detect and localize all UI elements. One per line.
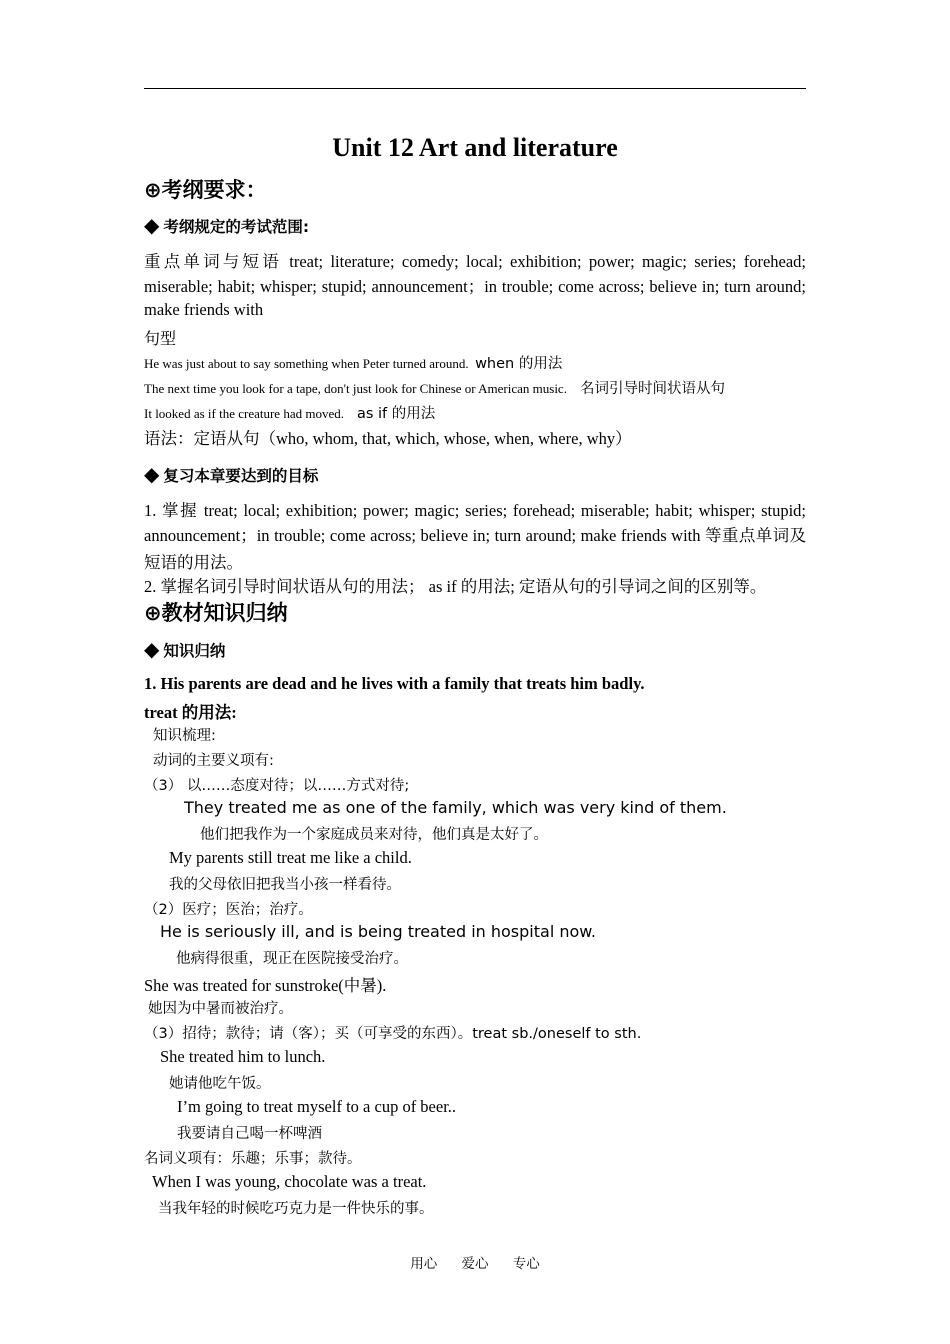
- meaning-2: （2）医疗；医治；治疗。: [144, 902, 313, 918]
- example-4-cn: 她因为中暑而被治疗。: [148, 1001, 293, 1017]
- example-1-en: They treated me as one of the family, which was very kind of them.: [184, 798, 727, 817]
- vocab-line-1: 重点单词与短语 treat; literature; comedy; local; exhibition; power; magic; series; forehead;: [144, 252, 806, 271]
- noun-meanings: 名词义项有：乐趣；乐事；款待。: [144, 1151, 362, 1167]
- footer-word: 用心: [410, 1256, 438, 1272]
- example-2-en: My parents still treat me like a child.: [169, 848, 412, 867]
- subheading-exam-scope: ◆ 考纲规定的考试范围:: [144, 213, 310, 237]
- goal-line-1: 1. 掌握 treat; local; exhibition; power; magic; series; forehead; miserable; habit; whisper; stupid;: [144, 501, 806, 520]
- example-5-cn: 她请他吃午饭。: [169, 1076, 271, 1092]
- meaning-1: （3） 以……态度对待；以……方式对待;: [144, 778, 410, 794]
- diamond-icon: ◆: [144, 462, 160, 486]
- header-rule: [144, 88, 806, 89]
- note-sort: 知识梳理:: [153, 728, 216, 744]
- example-5-en: She treated him to lunch.: [160, 1047, 326, 1066]
- example-3-cn: 他病得很重，现正在医院接受治疗。: [176, 951, 408, 967]
- note-verb-meanings: 动词的主要义项有:: [153, 753, 274, 769]
- sentence-1: He was just about to say something when Peter turned around. when 的用法: [144, 356, 563, 372]
- subheading-goals: ◆ 复习本章要达到的目标: [144, 462, 319, 486]
- section-heading-exam-requirements: ⊕考纲要求：: [144, 178, 267, 202]
- goal-line-4: 2. 掌握名词引导时间状语从句的用法； as if 的用法; 定语从句的引导词之间的区别等。: [144, 577, 767, 596]
- grammar-line: 语法：定语从句（who, whom, that, which, whose, when, where, why）: [144, 429, 632, 448]
- example-2-cn: 我的父母依旧把我当小孩一样看待。: [169, 877, 401, 893]
- page-title: Unit 12 Art and literature: [332, 133, 618, 162]
- example-7-cn: 当我年轻的时候吃巧克力是一件快乐的事。: [158, 1201, 434, 1217]
- example-3-en: He is seriously ill, and is being treated in hospital now.: [160, 922, 596, 941]
- section-heading-knowledge: ⊕教材知识归纳: [144, 601, 288, 625]
- diamond-icon: ◆: [144, 637, 160, 661]
- point-1-title: 1. His parents are dead and he lives with a family that treats him badly.: [144, 674, 645, 693]
- vocab-line-3: make friends with: [144, 300, 264, 319]
- example-4-en: She was treated for sunstroke(中暑).: [144, 976, 387, 995]
- subheading-knowledge-summary: ◆ 知识归纳: [144, 637, 226, 661]
- diamond-icon: ◆: [144, 213, 160, 237]
- goal-line-2: announcement；in trouble; come across; believe in; turn around; make friends with 等重点单词及: [144, 526, 806, 545]
- sentence-3: It looked as if the creature had moved. as if 的用法: [144, 406, 436, 422]
- example-6-en: I’m going to treat myself to a cup of beer..: [177, 1097, 457, 1116]
- meaning-3: （3）招待；款待；请（客）；买（可享受的东西）。treat sb./oneself to sth.: [144, 1026, 642, 1042]
- sentence-label: 句型: [144, 329, 177, 348]
- example-1-cn: 他们把我作为一个家庭成员来对待，他们真是太好了。: [200, 827, 548, 843]
- vocab-line-2: miserable; habit; whisper; stupid; announcement；in trouble; come across; believe in; turn around;: [144, 277, 806, 296]
- page-footer: [0, 1252, 950, 1272]
- point-1-usage: treat 的用法:: [144, 703, 237, 722]
- footer-word: 爱心: [461, 1256, 489, 1272]
- example-7-en: When I was young, chocolate was a treat.: [152, 1172, 427, 1191]
- sentence-2: The next time you look for a tape, don't just look for Chinese or American music. 名词引导时间状语从句: [144, 381, 725, 397]
- footer-word: 专心: [512, 1256, 540, 1272]
- example-6-cn: 我要请自己喝一杯啤酒: [177, 1126, 322, 1142]
- goal-line-3: 短语的用法。: [144, 553, 243, 572]
